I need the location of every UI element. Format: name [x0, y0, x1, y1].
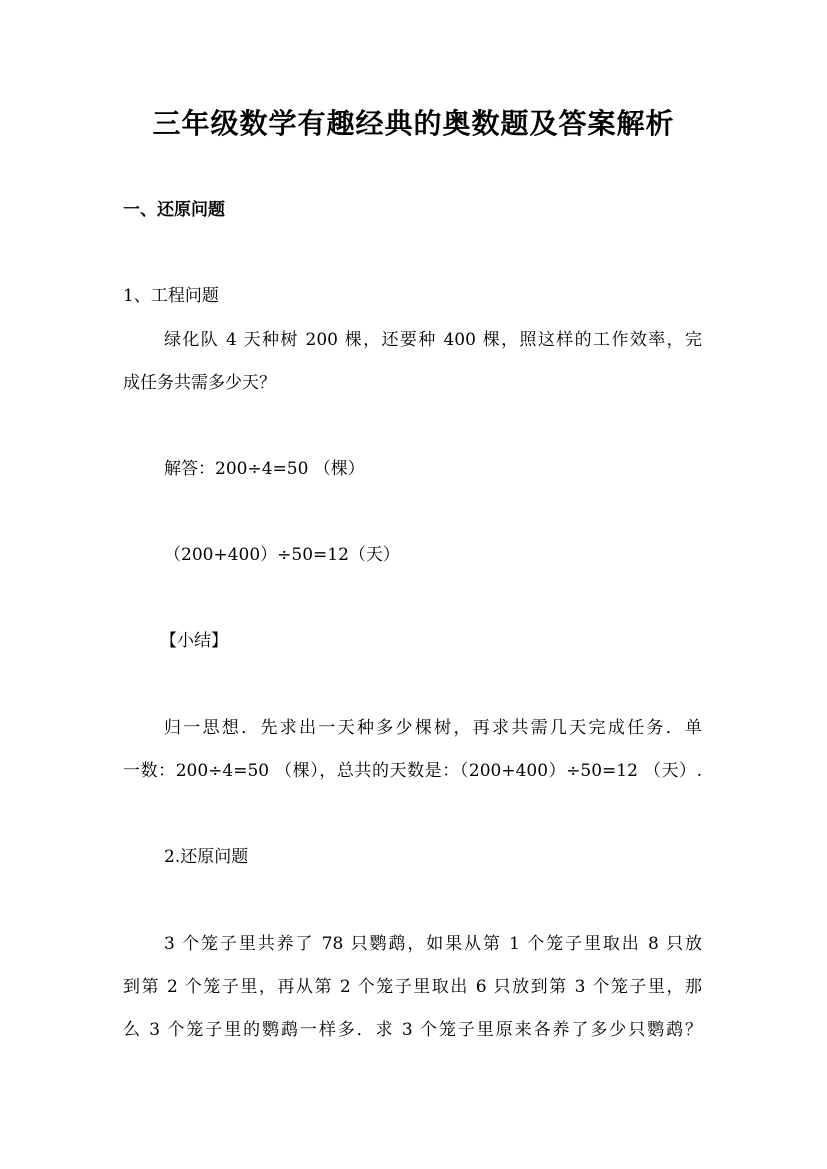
item2-question-line-3: 么 3 个笼子里的鹦鹉一样多．求 3 个笼子里原来各养了多少只鹦鹉？ [123, 1020, 702, 1040]
item2-question-line-2: 到第 2 个笼子里，再从第 2 个笼子里取出 6 只放到第 3 个笼子里，那 [123, 977, 702, 997]
item1-heading: 1、工程问题 [123, 286, 219, 306]
item1-answer-line-2: （200+400）÷50=12（天） [164, 545, 400, 565]
summary-line-2: 一数：200÷4=50 （棵），总共的天数是：（200+400）÷50=12 （天）. [123, 761, 702, 781]
item2-question-line-1: 3 个笼子里共养了 78 只鹦鹉，如果从第 1 个笼子里取出 8 只放 [164, 934, 702, 954]
document-title: 三年级数学有趣经典的奥数题及答案解析 [152, 107, 675, 140]
summary-line-1: 归一思想．先求出一天种多少棵树，再求共需几天完成任务．单 [164, 718, 702, 738]
summary-label: 【小结】 [160, 631, 228, 651]
item1-answer-line-1: 解答：200÷4=50 （棵） [164, 459, 365, 479]
section-heading: 一、还原问题 [123, 200, 225, 220]
item1-question-line-2: 成任务共需多少天？ [123, 373, 276, 393]
item1-question-line-1: 绿化队 4 天种树 200 棵，还要种 400 棵，照这样的工作效率，完 [164, 330, 702, 350]
item2-heading: 2.还原问题 [164, 847, 249, 867]
